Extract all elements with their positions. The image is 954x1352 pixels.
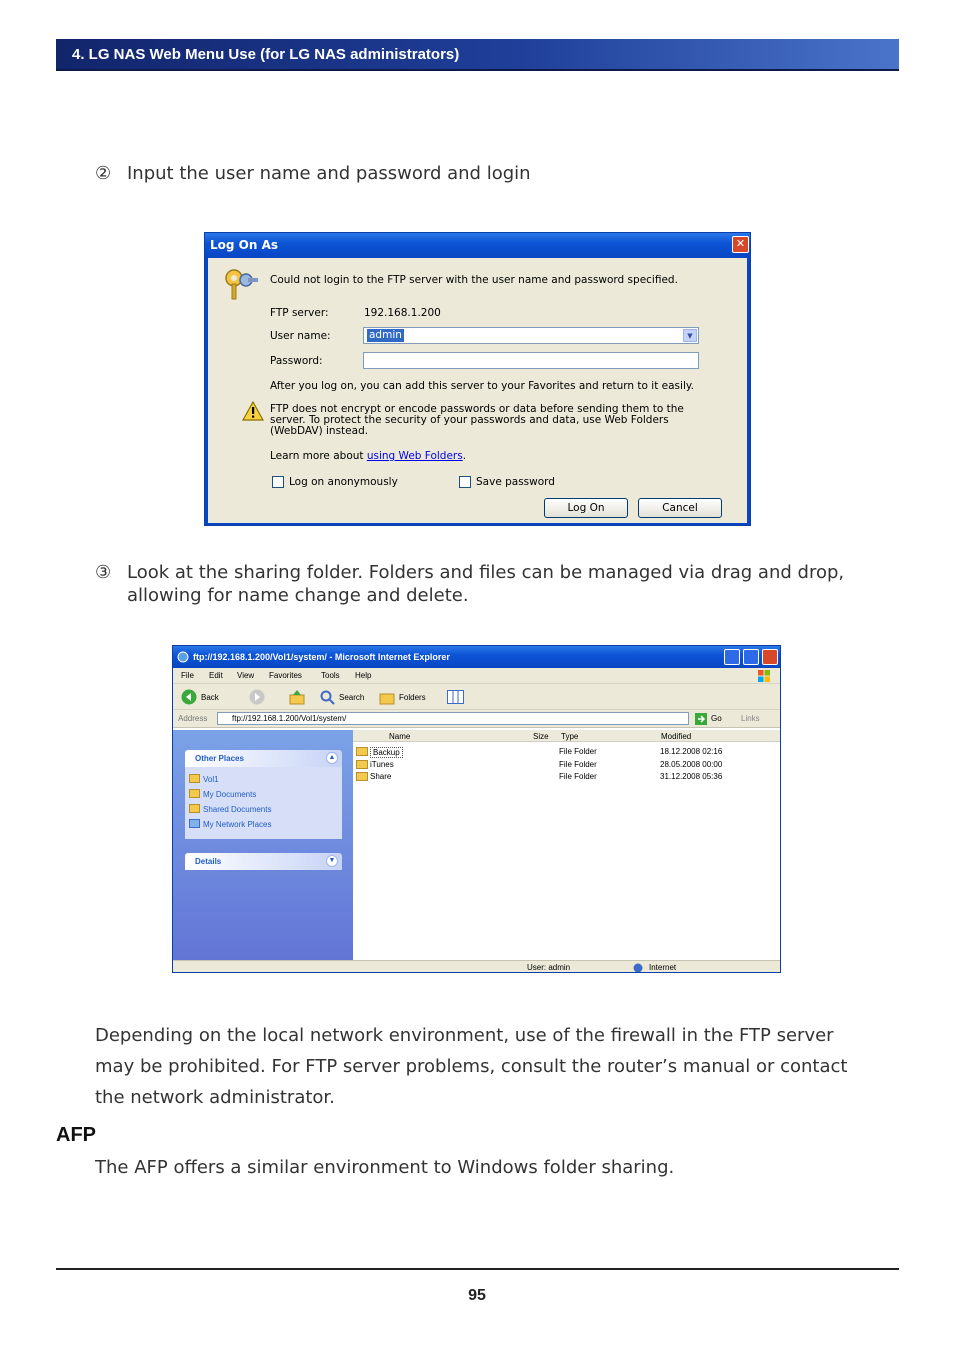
file-list [353, 730, 781, 960]
status-bar [173, 960, 781, 973]
row-type: File Folder [559, 760, 597, 769]
toolbar [173, 684, 780, 710]
ftp-server-value: 192.168.1.200 [364, 307, 441, 319]
go-label[interactable]: Go [711, 714, 722, 723]
details-header[interactable] [185, 853, 342, 870]
footer-divider [56, 1268, 899, 1270]
step-2-text: Input the user name and password and login [127, 163, 531, 184]
dialog-message: Could not login to the FTP server with the user name and password specified. [270, 274, 678, 286]
row-modified: 18.12.2008 02:16 [660, 747, 723, 756]
dialog-title-bar [205, 233, 750, 258]
firewall-note-line-1: Depending on the local network environment, use of the firewall in the FTP server [95, 1025, 834, 1046]
minimize-icon[interactable] [724, 649, 740, 665]
menu-tools[interactable]: Tools [321, 671, 340, 680]
dialog-title: Log On As [210, 238, 279, 252]
save-password-checkbox[interactable] [459, 476, 471, 488]
search-label[interactable]: Search [339, 693, 365, 702]
step-3-number: ③ [95, 562, 112, 583]
table-row[interactable] [353, 746, 781, 758]
firewall-note-line-2: may be prohibited. For FTP server problems, consult the router’s manual or contact [95, 1056, 848, 1077]
column-headers [353, 730, 781, 742]
save-password-label: Save password [476, 476, 555, 488]
learn-more-label: Learn more about [270, 450, 364, 462]
place-my-documents[interactable]: My Documents [203, 790, 257, 799]
warning-line-3: (WebDAV) instead. [270, 425, 369, 437]
row-modified: 31.12.2008 05:36 [660, 772, 723, 781]
firewall-note-line-3: the network administrator. [95, 1087, 335, 1108]
details-title: Details [195, 857, 222, 866]
folder-icon [356, 760, 368, 769]
internet-globe-icon [633, 963, 643, 973]
step-3-line-1: Look at the sharing folder. Folders and files can be managed via drag and drop, [127, 562, 845, 583]
row-name: Backup [370, 747, 403, 758]
folders-icon[interactable] [379, 689, 395, 705]
ie-globe-icon [177, 651, 189, 663]
network-icon [189, 819, 200, 828]
go-arrow-icon[interactable] [695, 713, 707, 725]
links-label[interactable]: Links [741, 714, 760, 723]
row-type: File Folder [559, 747, 597, 756]
web-folders-link[interactable]: using Web Folders [366, 450, 463, 462]
dialog-body [205, 258, 750, 526]
folder-icon [189, 789, 200, 798]
place-vol1[interactable]: Vol1 [203, 775, 219, 784]
cancel-button[interactable]: Cancel [638, 498, 722, 518]
learn-more-text [270, 450, 466, 462]
afp-heading: AFP [56, 1124, 96, 1146]
row-name: iTunes [370, 760, 394, 769]
section-header-bar [56, 39, 899, 71]
row-name: Share [370, 772, 392, 781]
user-name-value: admin [369, 329, 402, 341]
menu-favorites[interactable]: Favorites [269, 671, 302, 680]
close-icon[interactable]: ✕ [732, 236, 749, 253]
back-label[interactable]: Back [201, 693, 219, 702]
status-user: User: admin [527, 963, 571, 972]
menu-edit[interactable]: Edit [209, 671, 223, 680]
user-name-field[interactable] [363, 327, 699, 344]
address-value: ftp://192.168.1.200/Vol1/system/ [232, 714, 347, 723]
password-field[interactable] [363, 352, 699, 369]
step-3-line-2: allowing for name change and delete. [127, 585, 469, 606]
step-2-number: ② [95, 163, 112, 184]
password-label: Password: [270, 355, 323, 367]
row-type: File Folder [559, 772, 597, 781]
logon-button[interactable]: Log On [544, 498, 628, 518]
menu-bar [173, 668, 780, 684]
dialog-info: After you log on, you can add this server to your Favorites and return to it easily. [270, 380, 694, 392]
address-input[interactable] [217, 712, 689, 725]
other-places-title: Other Places [195, 754, 244, 763]
other-places-body [185, 767, 342, 839]
windows-logo-icon [758, 670, 770, 682]
learn-more-end: . [462, 450, 467, 462]
address-bar [173, 710, 780, 728]
forward-arrow-icon[interactable] [249, 689, 265, 705]
explorer-window-screenshot [172, 645, 781, 973]
up-folder-icon[interactable] [289, 689, 305, 705]
chevron-down-icon[interactable]: ▼ [683, 329, 697, 342]
anonymous-checkbox[interactable] [272, 476, 284, 488]
user-name-label: User name: [270, 330, 331, 342]
menu-help[interactable]: Help [355, 671, 372, 680]
warning-line-1: FTP does not encrypt or encode passwords or data before sending them to the [270, 403, 684, 415]
anonymous-label: Log on anonymously [289, 476, 398, 488]
task-pane [173, 730, 353, 960]
section-title: 4. LG NAS Web Menu Use (for LG NAS administrators) [72, 46, 460, 63]
logon-dialog-screenshot [204, 232, 751, 526]
expand-icon[interactable]: ▼ [326, 855, 338, 867]
back-arrow-icon[interactable] [181, 689, 197, 705]
warning-line-2: server. To protect the security of your passwords and data, use Web Folders [270, 414, 669, 426]
col-size[interactable]: Size [533, 732, 549, 741]
search-icon[interactable] [319, 689, 335, 705]
folder-icon [189, 804, 200, 813]
page-number: 95 [468, 1287, 486, 1304]
status-zone: Internet [649, 963, 677, 972]
maximize-icon[interactable] [743, 649, 759, 665]
folder-icon [356, 772, 368, 781]
address-label: Address [178, 714, 208, 723]
views-icon[interactable] [447, 690, 469, 704]
drive-icon [189, 774, 200, 783]
menu-file[interactable]: File [181, 671, 194, 680]
close-icon[interactable] [762, 649, 778, 665]
folder-icon [356, 747, 368, 756]
keys-icon [222, 266, 258, 302]
table-row[interactable] [353, 759, 781, 771]
ftp-server-label: FTP server: [270, 307, 329, 319]
col-type[interactable]: Type [561, 732, 579, 741]
table-row[interactable] [353, 771, 781, 783]
menu-view[interactable]: View [237, 671, 255, 680]
col-modified[interactable]: Modified [661, 732, 692, 741]
firewall-note [95, 1020, 905, 1113]
folders-label[interactable]: Folders [399, 693, 426, 702]
afp-text: The AFP offers a similar environment to Windows folder sharing. [95, 1157, 675, 1178]
row-modified: 28.05.2008 00:00 [660, 760, 723, 769]
warning-icon [242, 401, 264, 421]
col-name[interactable]: Name [389, 732, 411, 741]
place-shared-documents[interactable]: Shared Documents [203, 805, 272, 814]
place-my-network[interactable]: My Network Places [203, 820, 272, 829]
explorer-title: ftp://192.168.1.200/Vol1/system/ - Microsoft Internet Explorer [193, 652, 450, 662]
collapse-icon[interactable]: ▲ [326, 752, 338, 764]
other-places-header[interactable] [185, 750, 342, 767]
explorer-title-bar [173, 646, 780, 668]
